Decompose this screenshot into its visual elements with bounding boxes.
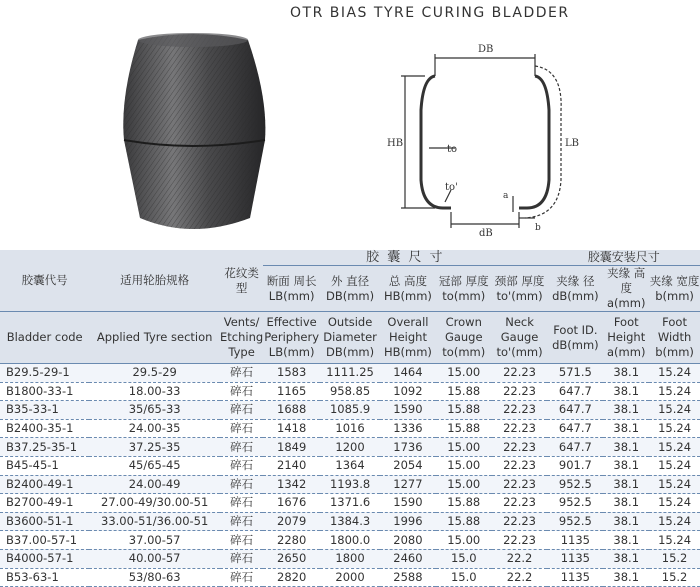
table-cell: 1200 bbox=[320, 438, 380, 457]
table-cell: 1165 bbox=[263, 382, 320, 401]
header-cn-6: 冠部 厚度 to(mm) bbox=[436, 266, 492, 312]
table-cell: 22.23 bbox=[492, 456, 548, 475]
table-cell: 15.88 bbox=[436, 494, 492, 513]
table-cell: 1590 bbox=[380, 494, 436, 513]
table-cell: 647.7 bbox=[547, 401, 603, 420]
table-cell: B3600-51-1 bbox=[0, 512, 89, 531]
table-cell: 碎石 bbox=[220, 456, 263, 475]
table-cell: 1277 bbox=[380, 475, 436, 494]
table-cell: 1092 bbox=[380, 382, 436, 401]
table-cell: B2400-49-1 bbox=[0, 475, 89, 494]
table-row bbox=[0, 419, 700, 438]
table-cell: 15.0 bbox=[436, 549, 492, 568]
table-cell: 38.1 bbox=[603, 456, 649, 475]
table-cell: 38.1 bbox=[603, 568, 649, 587]
table-cell: 38.1 bbox=[603, 475, 649, 494]
table-cell: 952.5 bbox=[547, 512, 603, 531]
table-row bbox=[0, 568, 700, 587]
table-cell: 1590 bbox=[380, 401, 436, 420]
table-cell: B37.00-57-1 bbox=[0, 531, 89, 550]
table-cell: 1135 bbox=[547, 549, 603, 568]
table-cell: 22.23 bbox=[492, 475, 548, 494]
table-cell: 22.23 bbox=[492, 531, 548, 550]
header-group-installation: 胶囊安装尺寸 bbox=[547, 250, 700, 266]
header-cn-1: 适用轮胎规格 bbox=[89, 250, 220, 312]
table-cell: 碎石 bbox=[220, 494, 263, 513]
label-lb: LB bbox=[565, 138, 579, 149]
table-cell: 38.1 bbox=[603, 382, 649, 401]
header-en-6: Crown Gauge to(mm) bbox=[436, 312, 492, 364]
table-cell: 571.5 bbox=[547, 364, 603, 383]
table-cell: 53/80-63 bbox=[89, 568, 220, 587]
table-cell: 15.00 bbox=[436, 438, 492, 457]
table-cell: B2700-49-1 bbox=[0, 494, 89, 513]
header-cn-5: 总 高度 HB(mm) bbox=[380, 266, 436, 312]
table-cell: 38.1 bbox=[603, 419, 649, 438]
table-cell: B2400-35-1 bbox=[0, 419, 89, 438]
table-cell: 647.7 bbox=[547, 382, 603, 401]
table-cell: 1464 bbox=[380, 364, 436, 383]
table-cell: 38.1 bbox=[603, 494, 649, 513]
table-cell: 15.00 bbox=[436, 531, 492, 550]
bladder-cross-section-diagram bbox=[385, 40, 585, 240]
header-en-7: Neck Gauge to'(mm) bbox=[492, 312, 548, 364]
table-cell: 15.88 bbox=[436, 419, 492, 438]
table-cell: 24.00-49 bbox=[89, 475, 220, 494]
table-cell: 1418 bbox=[263, 419, 320, 438]
header-cn-4: 外 直径 DB(mm) bbox=[320, 266, 380, 312]
table-cell: 22.23 bbox=[492, 512, 548, 531]
table-cell: 15.88 bbox=[436, 512, 492, 531]
table-cell: 15.24 bbox=[649, 494, 700, 513]
table-cell: 38.1 bbox=[603, 549, 649, 568]
header-cn-2: 花纹类型 bbox=[220, 250, 263, 312]
table-cell: 1800 bbox=[320, 549, 380, 568]
table-cell: B45-45-1 bbox=[0, 456, 89, 475]
table-cell: 2280 bbox=[263, 531, 320, 550]
table-cell: 碎石 bbox=[220, 512, 263, 531]
header-cn-3: 断面 周长 LB(mm) bbox=[263, 266, 320, 312]
table-cell: B53-63-1 bbox=[0, 568, 89, 587]
table-cell: 碎石 bbox=[220, 364, 263, 383]
header-en-3: Effective Periphery LB(mm) bbox=[263, 312, 320, 364]
table-cell: 15.00 bbox=[436, 456, 492, 475]
table-cell: 29.5-29 bbox=[89, 364, 220, 383]
header-en-9: Foot Height a(mm) bbox=[603, 312, 649, 364]
header-cn-0: 胶囊代号 bbox=[0, 250, 89, 312]
table-cell: 1135 bbox=[547, 568, 603, 587]
table-cell: 15.24 bbox=[649, 401, 700, 420]
table-row bbox=[0, 531, 700, 550]
table-cell: B1800-33-1 bbox=[0, 382, 89, 401]
table-cell: 碎石 bbox=[220, 549, 263, 568]
table-cell: 1384.3 bbox=[320, 512, 380, 531]
table-row bbox=[0, 512, 700, 531]
table-cell: 24.00-35 bbox=[89, 419, 220, 438]
table-cell: 647.7 bbox=[547, 419, 603, 438]
table-cell: 15.88 bbox=[436, 382, 492, 401]
table-cell: 38.1 bbox=[603, 364, 649, 383]
table-cell: 1193.8 bbox=[320, 475, 380, 494]
table-cell: 1135 bbox=[547, 531, 603, 550]
header-en-0: Bladder code bbox=[0, 312, 89, 364]
table-cell: 15.00 bbox=[436, 475, 492, 494]
table-cell: 15.0 bbox=[436, 568, 492, 587]
label-a: a bbox=[503, 191, 509, 201]
bladder-photo bbox=[110, 28, 275, 233]
table-cell: 1371.6 bbox=[320, 494, 380, 513]
table-cell: B37.25-35-1 bbox=[0, 438, 89, 457]
table-cell: 15.24 bbox=[649, 438, 700, 457]
table-cell: 2820 bbox=[263, 568, 320, 587]
table-cell: 1800.0 bbox=[320, 531, 380, 550]
table-row bbox=[0, 494, 700, 513]
table-cell: 2140 bbox=[263, 456, 320, 475]
table-cell: B4000-57-1 bbox=[0, 549, 89, 568]
table-cell: 碎石 bbox=[220, 419, 263, 438]
table-cell: 2080 bbox=[380, 531, 436, 550]
table-cell: 碎石 bbox=[220, 568, 263, 587]
label-to-prime: to' bbox=[445, 182, 458, 193]
table-cell: 15.24 bbox=[649, 456, 700, 475]
table-cell: 15.24 bbox=[649, 364, 700, 383]
table-cell: 22.23 bbox=[492, 382, 548, 401]
table-cell: 15.88 bbox=[436, 401, 492, 420]
table-cell: 2650 bbox=[263, 549, 320, 568]
table-cell: 2079 bbox=[263, 512, 320, 531]
page-title: OTR BIAS TYRE CURING BLADDER bbox=[290, 5, 570, 21]
label-db-foot: dB bbox=[479, 228, 493, 239]
table-cell: 1676 bbox=[263, 494, 320, 513]
header-cn-8: 夹缘 径 dB(mm) bbox=[547, 266, 603, 312]
table-cell: 18.00-33 bbox=[89, 382, 220, 401]
table-cell: 22.23 bbox=[492, 401, 548, 420]
header-en-8: Foot ID. dB(mm) bbox=[547, 312, 603, 364]
table-cell: 15.2 bbox=[649, 549, 700, 568]
table-cell: 22.23 bbox=[492, 419, 548, 438]
table-cell: 1849 bbox=[263, 438, 320, 457]
table-cell: 22.23 bbox=[492, 494, 548, 513]
header-cn-9: 夹缘 高度 a(mm) bbox=[603, 266, 649, 312]
header-en-10: Foot Width b(mm) bbox=[649, 312, 700, 364]
table-cell: 38.1 bbox=[603, 438, 649, 457]
table-cell: 1085.9 bbox=[320, 401, 380, 420]
table-cell: 15.24 bbox=[649, 512, 700, 531]
table-cell: 碎石 bbox=[220, 531, 263, 550]
header-en-2: Vents/ Etching Type bbox=[220, 312, 263, 364]
table-cell: 901.7 bbox=[547, 456, 603, 475]
table-cell: 15.24 bbox=[649, 382, 700, 401]
label-b: b bbox=[535, 223, 541, 233]
table-cell: 15.24 bbox=[649, 475, 700, 494]
table-row bbox=[0, 364, 700, 383]
spec-table bbox=[0, 250, 700, 587]
header-group-dimensions: 胶 囊 尺 寸 bbox=[263, 250, 547, 266]
table-cell: 15.24 bbox=[649, 419, 700, 438]
table-cell: 15.00 bbox=[436, 364, 492, 383]
table-cell: 15.2 bbox=[649, 568, 700, 587]
header-en-4: Outside Diameter DB(mm) bbox=[320, 312, 380, 364]
table-cell: 碎石 bbox=[220, 475, 263, 494]
table-cell: 22.2 bbox=[492, 549, 548, 568]
table-cell: 22.23 bbox=[492, 438, 548, 457]
table-cell: 1336 bbox=[380, 419, 436, 438]
table-cell: 22.2 bbox=[492, 568, 548, 587]
table-cell: 2054 bbox=[380, 456, 436, 475]
table-cell: 38.1 bbox=[603, 531, 649, 550]
table-cell: 1736 bbox=[380, 438, 436, 457]
header-cn-7: 颈部 厚度 to'(mm) bbox=[492, 266, 548, 312]
table-cell: 1688 bbox=[263, 401, 320, 420]
table-cell: 22.23 bbox=[492, 364, 548, 383]
table-cell: 碎石 bbox=[220, 401, 263, 420]
table-row bbox=[0, 475, 700, 494]
table-cell: 1364 bbox=[320, 456, 380, 475]
table-cell: 45/65-45 bbox=[89, 456, 220, 475]
table-cell: B35-33-1 bbox=[0, 401, 89, 420]
table-cell: 1996 bbox=[380, 512, 436, 531]
table-cell: 碎石 bbox=[220, 382, 263, 401]
label-to: to bbox=[447, 144, 458, 155]
table-cell: 1342 bbox=[263, 475, 320, 494]
table-cell: 38.1 bbox=[603, 512, 649, 531]
table-cell: 33.00-51/36.00-51 bbox=[89, 512, 220, 531]
table-cell: 1016 bbox=[320, 419, 380, 438]
table-cell: 958.85 bbox=[320, 382, 380, 401]
table-cell: 15.24 bbox=[649, 531, 700, 550]
table-cell: 35/65-33 bbox=[89, 401, 220, 420]
header-en-5: Overall Height HB(mm) bbox=[380, 312, 436, 364]
header-cn-10: 夹缘 宽度 b(mm) bbox=[649, 266, 700, 312]
table-cell: 1583 bbox=[263, 364, 320, 383]
table-cell: 2000 bbox=[320, 568, 380, 587]
table-cell: 952.5 bbox=[547, 475, 603, 494]
table-row bbox=[0, 456, 700, 475]
table-cell: 1111.25 bbox=[320, 364, 380, 383]
table-row bbox=[0, 438, 700, 457]
table-cell: 40.00-57 bbox=[89, 549, 220, 568]
table-cell: 37.25-35 bbox=[89, 438, 220, 457]
table-cell: 37.00-57 bbox=[89, 531, 220, 550]
label-db-outside: DB bbox=[478, 44, 494, 55]
label-hb: HB bbox=[387, 138, 404, 149]
table-row bbox=[0, 549, 700, 568]
table-cell: 647.7 bbox=[547, 438, 603, 457]
table-cell: 38.1 bbox=[603, 401, 649, 420]
table-cell: 27.00-49/30.00-51 bbox=[89, 494, 220, 513]
table-cell: 952.5 bbox=[547, 494, 603, 513]
table-cell: 碎石 bbox=[220, 438, 263, 457]
header-en-1: Applied Tyre section bbox=[89, 312, 220, 364]
table-cell: 2588 bbox=[380, 568, 436, 587]
table-row bbox=[0, 401, 700, 420]
table-cell: B29.5-29-1 bbox=[0, 364, 89, 383]
table-cell: 2460 bbox=[380, 549, 436, 568]
table-row bbox=[0, 382, 700, 401]
